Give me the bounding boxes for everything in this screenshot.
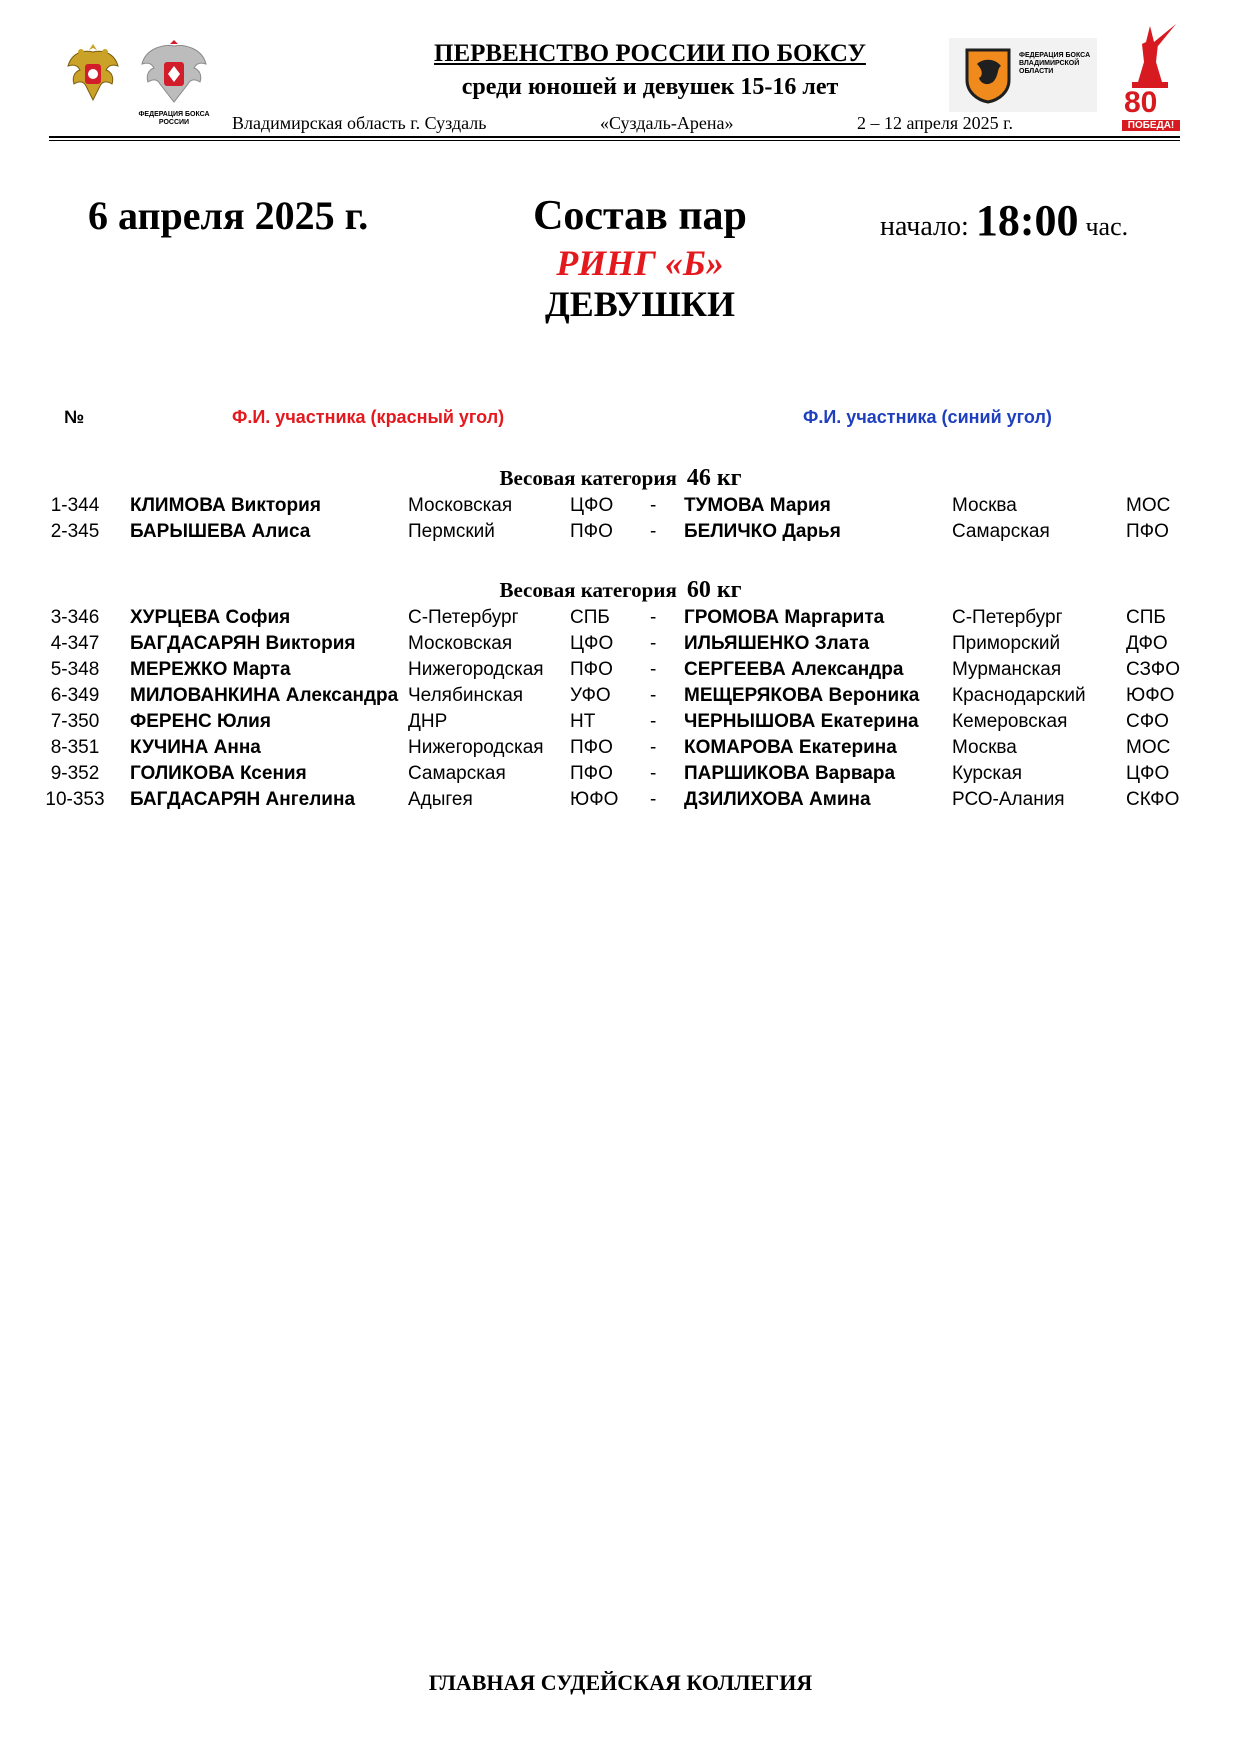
blue-boxer-district: ДФО <box>1126 633 1168 654</box>
weight-category-value: 60 кг <box>686 577 742 603</box>
blue-boxer-name: БЕЛИЧКО Дарья <box>684 521 841 542</box>
bout-separator: - <box>650 763 657 784</box>
blue-boxer-district: СКФО <box>1126 789 1180 810</box>
bout-number: 4-347 <box>50 633 100 654</box>
ring-label: РИНГ «Б» <box>556 243 724 283</box>
blue-boxer-name: ГРОМОВА Маргарита <box>684 607 885 628</box>
blue-boxer-district: ЦФО <box>1126 763 1170 784</box>
weight-category-heading <box>0 577 1241 604</box>
blue-boxer-region: Самарская <box>952 521 1050 542</box>
start-time-value: 18:00 <box>975 196 1079 245</box>
start-label: начало: <box>880 211 969 242</box>
start-time <box>880 195 1128 246</box>
red-boxer-district: ЮФО <box>570 789 619 810</box>
table-row <box>0 763 1241 789</box>
event-venue: «Суздаль-Арена» <box>600 113 734 133</box>
blue-boxer-district: МОС <box>1126 737 1171 758</box>
red-boxer-name: КЛИМОВА Виктория <box>130 495 321 516</box>
red-boxer-region: ДНР <box>408 711 448 732</box>
blue-boxer-region: С-Петербург <box>952 607 1063 628</box>
blue-boxer-district: СФО <box>1126 711 1169 732</box>
red-boxer-district: ПФО <box>570 763 613 784</box>
bout-separator: - <box>650 685 657 706</box>
column-number: № <box>64 407 85 427</box>
bout-number: 5-348 <box>50 659 100 680</box>
table-row <box>0 737 1241 763</box>
column-red-corner: Ф.И. участника (красный угол) <box>232 407 505 427</box>
column-blue-corner: Ф.И. участника (синий угол) <box>803 407 1052 427</box>
table-row <box>0 659 1241 685</box>
table-row <box>0 789 1241 815</box>
bout-number: 1-344 <box>50 495 100 516</box>
bout-number: 2-345 <box>50 521 100 542</box>
red-boxer-name: БАРЫШЕВА Алиса <box>130 521 311 542</box>
red-boxer-name: КУЧИНА Анна <box>130 737 261 758</box>
weight-category-label: Весовая категория <box>499 578 677 602</box>
red-boxer-region: Самарская <box>408 763 506 784</box>
blue-boxer-name: ТУМОВА Мария <box>684 495 831 516</box>
bout-number: 9-352 <box>50 763 100 784</box>
header-divider <box>49 136 1180 138</box>
victory-80-logo <box>1118 22 1182 136</box>
group-label: ДЕВУШКИ <box>545 284 735 324</box>
table-row <box>0 685 1241 711</box>
page-subtitle: среди юношей и девушек 15-16 лет <box>461 74 839 100</box>
bout-separator: - <box>650 607 657 628</box>
blue-boxer-region: Мурманская <box>952 659 1062 680</box>
red-boxer-region: Нижегородская <box>408 737 544 758</box>
bout-separator: - <box>650 659 657 680</box>
table-row <box>0 495 1241 521</box>
red-boxer-region: Московская <box>408 495 513 516</box>
footer-signature: ГЛАВНАЯ СУДЕЙСКАЯ КОЛЛЕГИЯ <box>428 1670 813 1695</box>
bout-separator: - <box>650 789 657 810</box>
red-boxer-name: БАГДАСАРЯН Виктория <box>130 633 356 654</box>
blue-boxer-region: Москва <box>952 737 1017 758</box>
blue-boxer-district: ПФО <box>1126 521 1169 542</box>
vladimir-federation-logo <box>949 38 1097 112</box>
red-boxer-district: НТ <box>570 711 596 732</box>
blue-boxer-district: СПБ <box>1126 607 1166 628</box>
red-boxer-district: ПФО <box>570 659 613 680</box>
bout-separator: - <box>650 521 657 542</box>
weight-category-heading <box>0 465 1241 492</box>
bout-separator: - <box>650 633 657 654</box>
table-row <box>0 633 1241 659</box>
red-boxer-district: ПФО <box>570 521 613 542</box>
bout-number: 10-353 <box>45 789 105 810</box>
blue-boxer-region: Краснодарский <box>952 685 1086 706</box>
blue-boxer-district: ЮФО <box>1126 685 1175 706</box>
event-dates: 2 – 12 апреля 2025 г. <box>857 113 1013 133</box>
bout-date: 6 апреля 2025 г. <box>88 193 369 238</box>
russia-emblem-logo <box>66 40 120 106</box>
red-boxer-district: ЦФО <box>570 633 614 654</box>
red-boxer-region: Адыгея <box>408 789 473 810</box>
bout-separator: - <box>650 711 657 732</box>
red-boxer-name: МИЛОВАНКИНА Александра <box>130 685 399 706</box>
bout-separator: - <box>650 737 657 758</box>
table-row <box>0 711 1241 737</box>
blue-boxer-name: КОМАРОВА Екатерина <box>684 737 897 758</box>
boxing-federation-logo <box>136 40 212 132</box>
red-boxer-name: ФЕРЕНС Юлия <box>130 711 271 732</box>
table-row <box>0 521 1241 547</box>
blue-boxer-name: ПАРШИКОВА Варвара <box>684 763 896 784</box>
weight-category-label: Весовая категория <box>499 466 677 490</box>
bout-number: 6-349 <box>50 685 100 706</box>
red-boxer-district: СПБ <box>570 607 610 628</box>
header-divider-thin <box>49 140 1180 141</box>
bout-number: 7-350 <box>50 711 100 732</box>
blue-boxer-region: РСО-Алания <box>952 789 1065 810</box>
bout-number: 8-351 <box>50 737 100 758</box>
document-heading: Состав пар <box>533 193 747 239</box>
red-boxer-name: ГОЛИКОВА Ксения <box>130 763 307 784</box>
blue-boxer-region: Кемеровская <box>952 711 1068 732</box>
blue-boxer-name: СЕРГЕЕВА Александра <box>684 659 904 680</box>
blue-boxer-name: ЧЕРНЫШОВА Екатерина <box>684 711 919 732</box>
table-row <box>0 607 1241 633</box>
weight-category-value: 46 кг <box>686 465 742 491</box>
red-boxer-region: С-Петербург <box>408 607 519 628</box>
red-boxer-name: БАГДАСАРЯН Ангелина <box>130 789 356 810</box>
red-boxer-name: ХУРЦЕВА София <box>130 607 291 628</box>
blue-boxer-region: Приморский <box>952 633 1061 654</box>
red-boxer-name: МЕРЕЖКО Марта <box>130 659 291 680</box>
victory-number: 80 <box>1124 86 1158 119</box>
red-boxer-region: Пермский <box>408 521 495 542</box>
vladimir-federation-label: ФЕДЕРАЦИЯ БОКСА ВЛАДИМИРСКОЙ ОБЛАСТИ <box>1019 52 1091 75</box>
blue-boxer-region: Москва <box>952 495 1017 516</box>
blue-boxer-name: МЕЩЕРЯКОВА Вероника <box>684 685 920 706</box>
victory-word: ПОБЕДА! <box>1122 120 1180 131</box>
blue-boxer-region: Курская <box>952 763 1023 784</box>
event-location: Владимирская область г. Суздаль <box>232 113 487 133</box>
blue-boxer-district: МОС <box>1126 495 1171 516</box>
start-time-unit: час. <box>1085 212 1129 241</box>
bout-number: 3-346 <box>50 607 100 628</box>
red-boxer-region: Нижегородская <box>408 659 544 680</box>
red-boxer-district: ЦФО <box>570 495 614 516</box>
blue-boxer-name: ДЗИЛИХОВА Амина <box>684 789 871 810</box>
page-title: ПЕРВЕНСТВО РОССИИ ПО БОКСУ <box>434 40 866 67</box>
boxing-federation-label: ФЕДЕРАЦИЯ БОКСА РОССИИ <box>138 111 210 126</box>
red-boxer-region: Московская <box>408 633 513 654</box>
bout-separator: - <box>650 495 657 516</box>
red-boxer-region: Челябинская <box>408 685 524 706</box>
red-boxer-district: ПФО <box>570 737 613 758</box>
blue-boxer-district: СЗФО <box>1126 659 1180 680</box>
red-boxer-district: УФО <box>570 685 611 706</box>
blue-boxer-name: ИЛЬЯШЕНКО Злата <box>684 633 870 654</box>
